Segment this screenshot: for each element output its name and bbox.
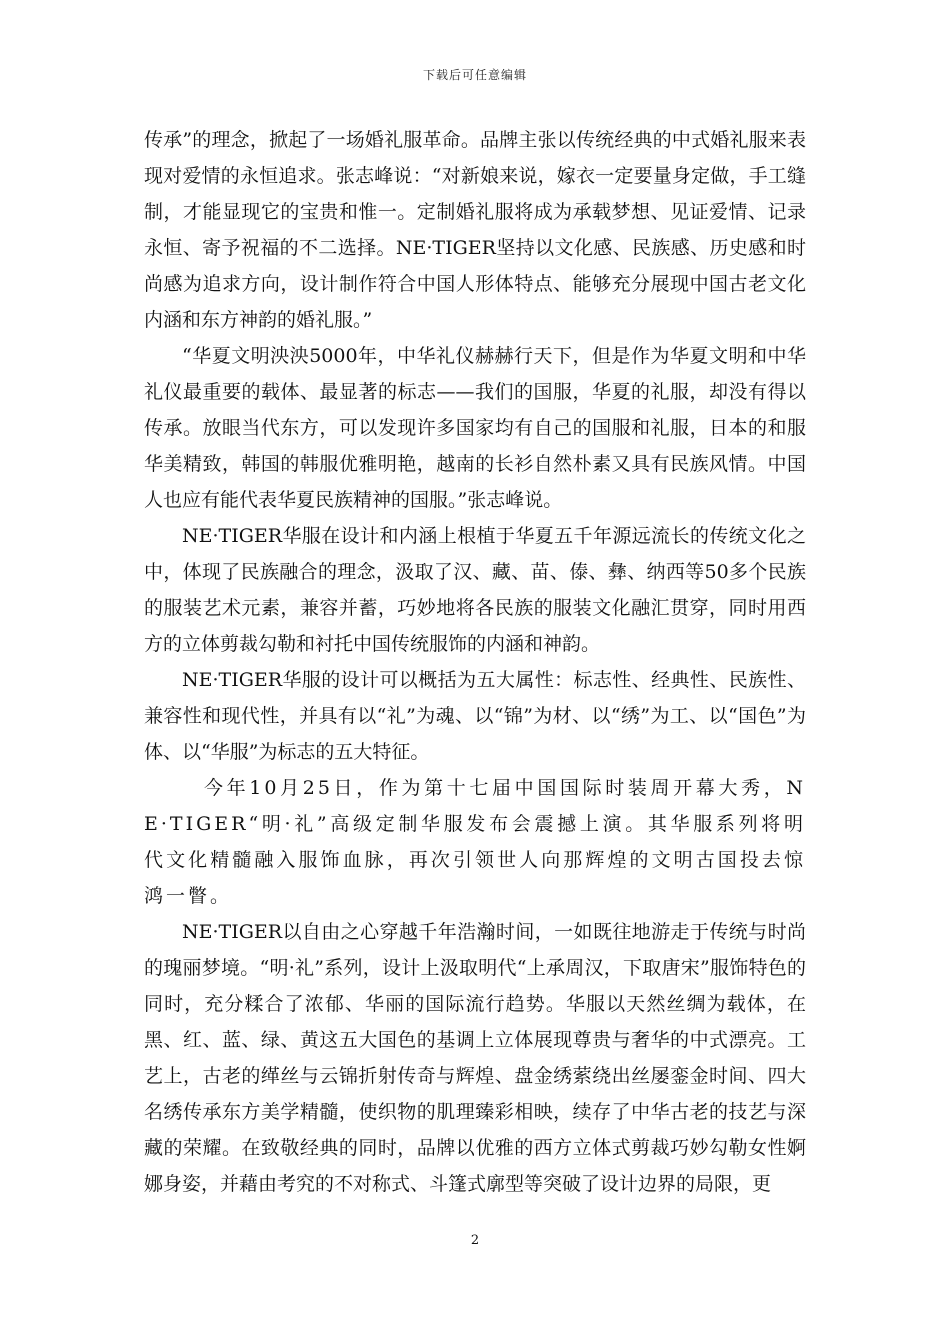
paragraph-6: NE·TIGER以自由之心穿越千年浩瀚时间，一如既往地游走于传统与时尚的瑰丽梦境。“明·礼”系列，设计上汲取明代“上承周汉，下取唐宋”服饰特色的同时，充分糅合了浓郁、华丽的国际流行趋势。华服以天然丝绸为载体，在黑、红、蓝、绿、黄这五大国色的基调上立体展现尊贵与奢华的中式漂亮。工艺上，古老的缂丝与云锦折射传奇与辉煌、盘金绣萦绕出丝屡銮金时间、四大名绣传承东方美学精髓，使织物的肌理臻彩相映，续存了中华古老的技艺与深藏的荣耀。在致敬经典的同时，品牌以优雅的西方立体式剪裁巧妙勾勒女性婀娜身姿，并藉由考究的不对称式、斗篷式廓型等突破了设计边界的局限，更: [144, 921, 806, 1195]
paragraph-2: “华夏文明泱泱5000年，中华礼仪赫赫行天下，但是作为华夏文明和中华礼仪最重要的载体、最显著的标志——我们的国服，华夏的礼服，却没有得以传承。放眼当代东方，可以发现许多国家均有自己的国服和礼服，日本的和服华美精致，韩国的韩服优雅明艳，越南的长衫自然朴素又具有民族风情。中国人也应有能代表华夏民族精神的国服。”张志峰说。: [144, 345, 806, 511]
paragraph-4: NE·TIGER华服的设计可以概括为五大属性：标志性、经典性、民族性、兼容性和现代性，并具有以“礼”为魂、以“锦”为材、以“绣”为工、以“国色”为体、以“华服”为标志的五大特征。: [144, 669, 806, 763]
document-body: [144, 122, 806, 1202]
paragraph-5: 今年10月25日，作为第十七届中国国际时装周开幕大秀，NE·TIGER“明·礼”高级定制华服发布会震撼上演。其华服系列将明代文化精髓融入服饰血脉，再次引领世人向那辉煌的文明古国投去惊鸿一瞥。: [144, 777, 806, 907]
paragraph-1: 传承”的理念，掀起了一场婚礼服革命。品牌主张以传统经典的中式婚礼服来表现对爱情的永恒追求。张志峰说：“对新娘来说，嫁衣一定要量身定做，手工缝制，才能显现它的宝贵和惟一。定制婚礼服将成为承载梦想、见证爱情、记录永恒、寄予祝福的不二选择。NE·TIGER坚持以文化感、民族感、历史感和时尚感为追求方向，设计制作符合中国人形体特点、能够充分展现中国古老文化内涵和东方神韵的婚礼服。”: [144, 129, 806, 331]
page-header: 下载后可任意编辑: [422, 68, 527, 82]
paragraph-3: NE·TIGER华服在设计和内涵上根植于华夏五千年源远流长的传统文化之中，体现了民族融合的理念，汲取了汉、藏、苗、傣、彝、纳西等50多个民族的服装艺术元素，兼容并蓄，巧妙地将各民族的服装文化融汇贯穿，同时用西方的立体剪裁勾勒和衬托中国传统服饰的内涵和神韵。: [144, 525, 806, 655]
page-number: 2: [470, 1233, 480, 1248]
